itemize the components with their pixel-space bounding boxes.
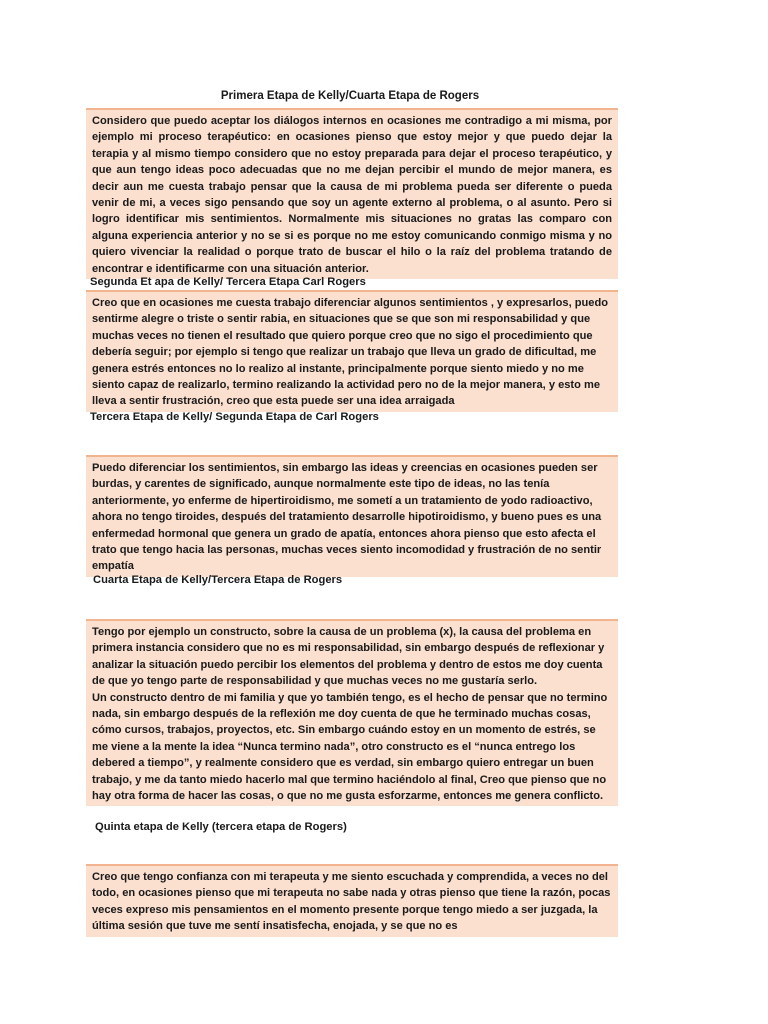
section-3-text-box xyxy=(86,455,618,577)
section-2-text-box xyxy=(86,290,618,412)
section-5-text-box xyxy=(86,864,618,937)
section-1-paragraph: Considero que puedo aceptar los diálogos internos en ocasiones me contradigo a mi misma, por ejemplo mi proceso terapéutico: en ocasiones pienso que estoy mejor y que puedo dejar la terapia y al mismo tiempo considero que no estoy preparada para dejar el proceso terapéutico, y que aun tengo ideas poco adecuadas que no me dejan percibir el mundo de mejor manera, es decir aun me cuesta trabajo pensar que la causa de mi problema pueda ser diferente o pueda venir de mi, a veces sigo pensando que soy un agente externo al problema, o al asunto. Pero si logro identificar mis sentimientos. Normalmente mis situaciones no gratas las comparo con alguna experiencia anterior y no se si es porque no me estoy comunicando conmigo misma y no quiero vivenciar la realidad o porque trato de buscar el hilo o la raíz del problema tratando de encontrar e identificarme con una situación anterior. xyxy=(92,115,612,275)
section-1-text-box xyxy=(86,108,618,279)
section-2-heading: Segunda Et apa de Kelly/ Tercera Etapa Carl Rogers xyxy=(90,276,366,288)
section-5-heading: Quinta etapa de Kelly (tercera etapa de Rogers) xyxy=(95,821,347,833)
section-4-paragraph-2: Un constructo dentro de mi familia y que yo también tengo, es el hecho de pensar que no termino nada, sin embargo después de la reflexión me doy cuenta de que he terminado muchas cosas, cómo cursos, trabajos, proyectos, etc. Sin embargo cuándo estoy en un momento de estrés, se me viene a la mente la idea “Nunca termino nada”, otro constructo es el “nunca entrego los debered a tiempo”, y realmente considero que es verdad, sin embargo quiero entregar un buen trabajo, y me da tanto miedo hacerlo mal que termino haciéndolo al final, Creo que pienso que no hay otra forma de hacer las cosas, o que no me gusta esforzarme, entonces me genera conflicto. xyxy=(92,691,608,803)
section-4-text-box xyxy=(86,619,618,806)
document-title: Primera Etapa de Kelly/Cuarta Etapa de Rogers xyxy=(220,90,480,102)
section-2-paragraph: Creo que en ocasiones me cuesta trabajo diferenciar algunos sentimientos , y expresarlos, puedo sentirme alegre o triste o sentir rabia, en situaciones que se que son mi responsabilidad y que muchas veces no tienen el resultado que quiero porque creo que no sigo el procedimiento que debería seguir; por ejemplo si tengo que realizar un trabajo que lleva un grado de dificultad, me genera estrés entonces no lo realizo al instante, principalmente porque siento miedo y no me siento capaz de realizarlo, termino realizando la actividad pero no de la mejor manera, y esto me lleva a sentir frustración, creo que esta puede ser una idea arraigada xyxy=(92,297,609,408)
section-4-paragraph-1: Tengo por ejemplo un constructo, sobre la causa de un problema (x), la causa del problema en primera instancia considero que no es mi responsabilidad, sin embargo después de reflexionar y analizar la situación puedo percibir los elementos del problema y dentro de estos me doy cuenta de que yo tengo parte de responsabilidad y que muchas veces no me gustaría serlo. xyxy=(92,626,605,688)
section-4-heading: Cuarta Etapa de Kelly/Tercera Etapa de Rogers xyxy=(93,574,343,586)
section-3-paragraph: Puedo diferenciar los sentimientos, sin embargo las ideas y creencias en ocasiones pueden ser burdas, y carentes de significado, aunque normalmente este tipo de ideas, no las tenía anteriormente, yo enferme de hipertiroidismo, me sometí a un tratamiento de yodo radioactivo, ahora no tengo tiroides, después del tratamiento desarrolle hipotiroidismo, y bueno pues es una enfermedad hormonal que genera un grado de apatía, entonces ahora pienso que esto afecta el trato que tengo hacia las personas, muchas veces siento incomodidad y frustración de no sentir empatía xyxy=(92,462,602,573)
section-5-paragraph: Creo que tengo confianza con mi terapeuta y me siento escuchada y comprendida, a veces no del todo, en ocasiones pienso que mi terapeuta no sabe nada y otras pienso que tiene la razón, pocas veces expreso mis pensamientos en el momento presente porque tengo miedo a ser juzgada, la última sesión que tuve me sentí insatisfecha, enojada, y se que no es xyxy=(92,871,611,933)
section-3-heading: Tercera Etapa de Kelly/ Segunda Etapa de Carl Rogers xyxy=(90,411,379,423)
